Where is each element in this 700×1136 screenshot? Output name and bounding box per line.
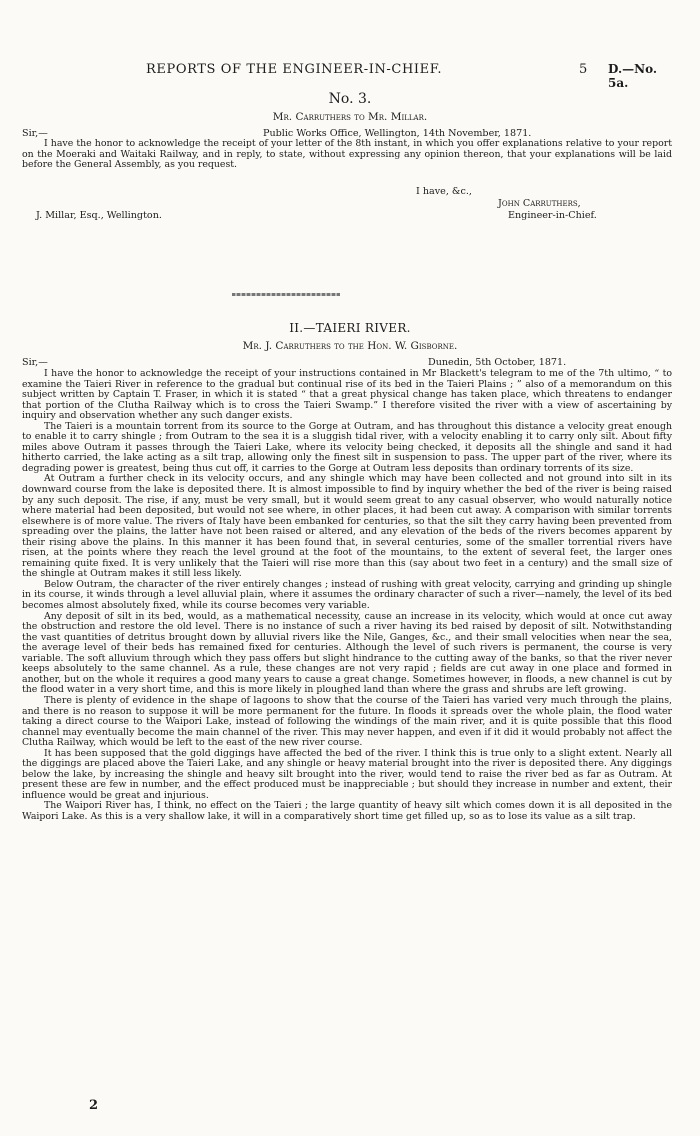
salutation: Sir,— [22, 128, 48, 139]
paragraph: The Taieri is a mountain torrent from its source to the Gorge at Outram, and has throughout this distance a velocity great enough to enable it to carry shingle ; from Outram to the sea it is a sluggish tidal river, with a velocity enabling it to carry only silt. About fifty miles above Outram it passes through the Taieri Lake, where its velocity being checked, it deposits all the shingle and sand it had hitherto carried, the lake acting as a silt trap, allowing only the finest silt in suspension to pass. The upper part of the river, where its degrading power is greatest, being thus cut off, it carries to the Gorge at Outram less deposits than ordinary torrents of its size. [22, 420, 672, 474]
signature-name: John Carruthers, [498, 198, 581, 209]
signature-title: Engineer-in-Chief. [508, 210, 597, 221]
letter-number: No. 3. [328, 91, 372, 107]
report-body [22, 369, 672, 823]
section-correspondents: Mr. J. Carruthers to the Hon. W. Gisborne. [242, 340, 458, 352]
document-reference: D.—No. 5a. [608, 62, 658, 90]
letter-correspondents: Mr. Carruthers to Mr. Millar. [272, 111, 428, 123]
paragraph: The Waipori River has, I think, no effect on the Taieri ; the large quantity of heavy silt which comes down it is all deposited in the Waipori Lake. As this is a very shallow lake, it will in a comparatively short time get filled up, so as to lose its value as a silt trap. [22, 800, 672, 822]
paragraph: At Outram a further check in its velocity occurs, and any shingle which may have been collected and not ground into silt in its downward course from the lake is deposited there. It is almost impossible to find by inquiry whether the bed of the river is being raised by any such deposit. The rise, if any, must be very small, but it would seem great to any casual observer, who would naturally notice where material had been deposited, but would not see where, in other places, it had been cut away. A comparison with similar torrents elsewhere is of more value. The rivers of Italy have been embanked for centuries, so that the silt they carry having been prevented from spreading over the plains, the latter have not been raised or altered, and any elevation of the beds of the rivers becomes apparent by their rising above the plains. In this manner it has been found that, in several centuries, some of the smaller torrential rivers have risen, at the points where they reach the level ground at the foot of the mountains, to the extent of several feet, the larger ones remaining quite fixed. It is very unlikely that the Taieri will rise more than this (say about two feet in a century) and the small size of the shingle at Outram makes it still less likely. [22, 473, 673, 580]
paragraph: There is plenty of evidence in the shape of lagoons to show that the course of the Taieri has varied very much through the plains, and there is no reason to suppose it will be more permanent for the future. In floods it spreads over the whole plain, the flood water taking a direct course to the Waipori Lake, instead of following the windings of the main river, and it is quite possible that this flood channel may eventually become the main channel of the river. This may never happen, and even if it did it would probably not affect the Clutha Railway, which would be left to the east of the new river course. [22, 694, 672, 749]
salutation: Sir,— [22, 357, 48, 368]
paragraph: Any deposit of silt in its bed, would, as a mathematical necessity, cause an increase in its velocity, which would at once cut away the obstruction and restore the old level. There is no instance of such a river having its bed raised by deposit of silt. Notwithstanding the vast quantities of detritus brought down by alluvial rivers like the Nile, Ganges, &c., and their small velocities when near the sea, the average level of their beds has remained fixed for centuries. Although the level of such rivers is permanent, the course is very variable. The soft alluvium through which they pass offers but slight hindrance to the cutting away of the banks, so that the river never keeps absolutely to the same channel. As a rule, these changes are not very rapid ; fields are cut away in one place and formed in another, but on the whole it requires a good many years to cause a great change. Sometimes however, in floods, a new channel is cut by the flood water in a very short time, and this is more likely in ploughed land than where the grass and shrubs are left growing. [22, 610, 672, 696]
header-title: REPORTS OF THE ENGINEER-IN-CHIEF. [146, 62, 443, 77]
folio-number: 2 [89, 1098, 99, 1113]
dateline: Public Works Office, Wellington, 14th November, 1871. [263, 128, 532, 139]
addressee: J. Millar, Esq., Wellington. [36, 210, 162, 221]
section-divider [232, 293, 340, 296]
section-heading: II.—TAIERI RIVER. [289, 321, 411, 335]
paragraph: It has been supposed that the gold diggings have affected the bed of the river. I think this is true only to a slight extent. Nearly all the diggings are placed above the Taieri Lake, and any shingle or heavy material brought into the river is deposited there. Any diggings below the lake, by increasing the shingle and heavy silt brought into the river, would tend to raise the river bed as far as Outram. At present these are few in number, and the effect produced must be inappreciable ; but should they increase in number and extent, their influence would be great and injurious. [22, 747, 672, 801]
letter-body [22, 139, 672, 171]
closing: I have, &c., [416, 186, 472, 197]
page-number: 5 [579, 62, 588, 77]
dateline: Dunedin, 5th October, 1871. [428, 357, 567, 368]
paragraph: I have the honor to acknowledge the receipt of your instructions contained in Mr Blackett's telegram to me of the 7th ultimo, “ to examine the Taieri River in reference to the gradual but continual rise of its bed in the Taieri Plains ; ” also of a memorandum on this subject written by Captain T. Fraser, in which it is stated “ that a great physical change has taken place, which threatens to endanger that portion of the Clutha Railway which is to cross the Taieri Swamp.” I therefore visited the river with a view of ascertaining by inquiry and observation whether any such danger exists. [22, 368, 672, 422]
paragraph: I have the honor to acknowledge the receipt of your letter of the 8th instant, in which you offer explanations relative to your report on the Moeraki and Waitaki Railway, and in reply, to state, without expressing any opinion thereon, that your explanations will be laid before the General Assembly, as you request. [22, 138, 672, 171]
paragraph: Below Outram, the character of the river entirely changes ; instead of rushing with great velocity, carrying and grinding up shingle in its course, it winds through a level alluvial plain, where it assumes the ordinary character of such a river—namely, the level of its bed becomes almost absolutely fixed, while its course becomes very variable. [22, 578, 672, 612]
